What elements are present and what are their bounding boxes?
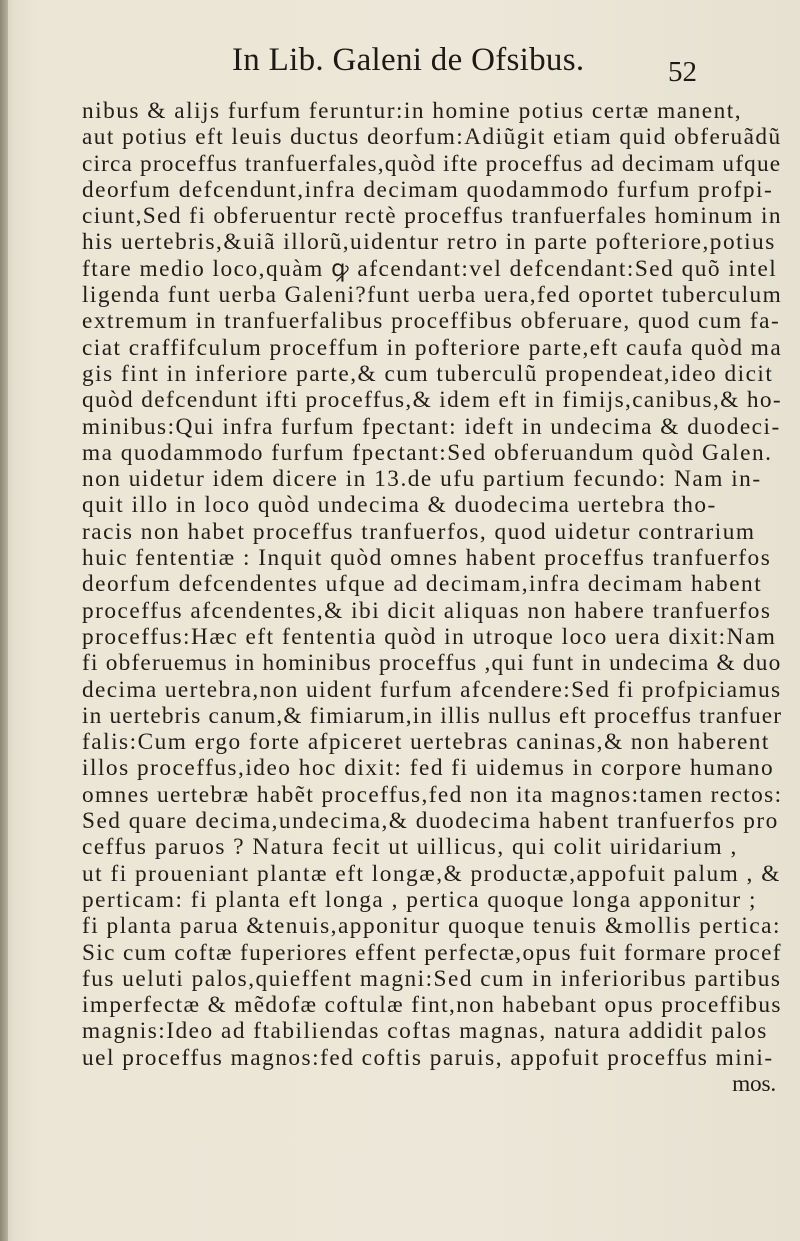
text-line: ut fi proueniant plantæ eft longæ,& productæ,appofuit palum , & [82,860,781,887]
text-line: omnes uertebræ habẽt proceffus,fed non ita magnos:tamen rectos: [82,781,783,808]
text-line: magnis:Ideo ad ftabiliendas coftas magnas, natura addidit palos [82,1018,768,1045]
text-line: ftare medio loco,quàm ꝙ afcendant:vel defcendant:Sed quõ intel [82,255,778,282]
text-line: Sed quare decima,undecima,& duodecima habent tranfuerfos pro [82,808,779,835]
text-line: ciunt,Sed fi obferuentur rectè proceffus tranfuerfales hominum in [82,203,782,230]
text-line: imperfectæ & mẽdofæ coftulæ fint,non habebant opus proceffibus [82,992,782,1019]
text-line: fi planta parua &tenuis,apponitur quoque tenuis &mollis pertica: [82,913,781,940]
text-line: proceffus:Hæc eft fententia quòd in utroque loco uera dixit:Nam [82,623,777,650]
book-gutter [0,0,8,1241]
text-line: nibus & alijs furfum feruntur:in homine potius certæ manent, [82,98,743,124]
text-line: racis non habet proceffus tranfuerfos, quod uidetur contrarium [82,518,756,545]
page-header [232,42,792,92]
text-line: quòd defcendunt ifti proceffus,& idem eft in fimijs,canibus,& ho- [82,387,783,414]
catchword: mos. [732,1070,776,1097]
text-line: falis:Cum ergo forte afpiceret uertebras caninas,& non haberent [82,729,770,756]
text-line: deorfum defcendentes ufque ad decimam,infra decimam habent [82,571,763,598]
text-line: proceffus afcendentes,& ibi dicit aliquas non habere tranfuerfos [82,597,772,624]
text-line: fi obferuemus in hominibus proceffus ,qui funt in undecima & duo [82,650,782,677]
page-number: 52 [668,56,697,88]
text-line: non uidetur idem dicere in 13.de ufu partium fecundo: Nam in- [82,466,762,493]
text-line: decima uertebra,non uident furfum afcendere:Sed fi profpiciamus [82,676,782,703]
text-line: fus ueluti palos,quieffent magni:Sed cum in inferioribus partibus [82,965,782,992]
text-line: quit illo in loco quòd undecima & duodecima uertebra tho- [82,492,717,519]
text-line: gis fint in inferiore parte,& cum tuberculũ propendeat,ideo dicit [82,360,774,387]
text-line: ceffus paruos ? Natura fecit ut uillicus, qui colit uiridarium , [82,834,738,861]
text-line: uel proceffus magnos:fed coftis paruis, appofuit proceffus mini- [82,1044,774,1071]
running-title: In Lib. Galeni de Ofsibus. [232,42,585,78]
text-line: deorfum defcendunt,infra decimam quodammodo furfum profpi- [82,176,774,203]
text-line: circa proceffus tranfuerfales,quòd ifte proceffus ad decimam ufque [82,150,782,177]
text-line: in uertebris canum,& fimiarum,in illis nullus eft proceffus tranfuer [82,702,783,729]
text-line: minibus:Qui infra furfum fpectant: ideft in undecima & duodeci- [82,413,781,440]
text-line: Sic cum coftæ fuperiores effent perfectæ,opus fuit formare procef [82,939,782,966]
text-line: aut potius eft leuis ductus deorfum:Adiũgit etiam quid obferuãdũ [82,124,782,151]
text-line: illos proceffus,ideo hoc dixit: fed fi uidemus in corpore humano [82,755,775,782]
text-line: ciat craffifculum proceffum in pofteriore parte,eft caufa quòd ma [82,334,783,361]
text-line: his uertebris,&uiã illorũ,uidentur retro in parte pofteriore,potius [82,229,776,256]
text-line: perticam: fi planta eft longa , pertica quoque longa apponitur ; [82,886,757,913]
body-text [82,98,790,1097]
text-line: ma quodammodo furfum fpectant:Sed obferuandum quòd Galen. [82,439,773,466]
text-line: extremum in tranfuerfalibus proceffibus obferuare, quod cum fa- [82,308,781,335]
text-line: huic fententiæ : Inquit quòd omnes habent proceffus tranfuerfos [82,545,772,572]
text-line: ligenda funt uerba Galeni?funt uerba uera,fed oportet tuberculum [82,282,783,309]
